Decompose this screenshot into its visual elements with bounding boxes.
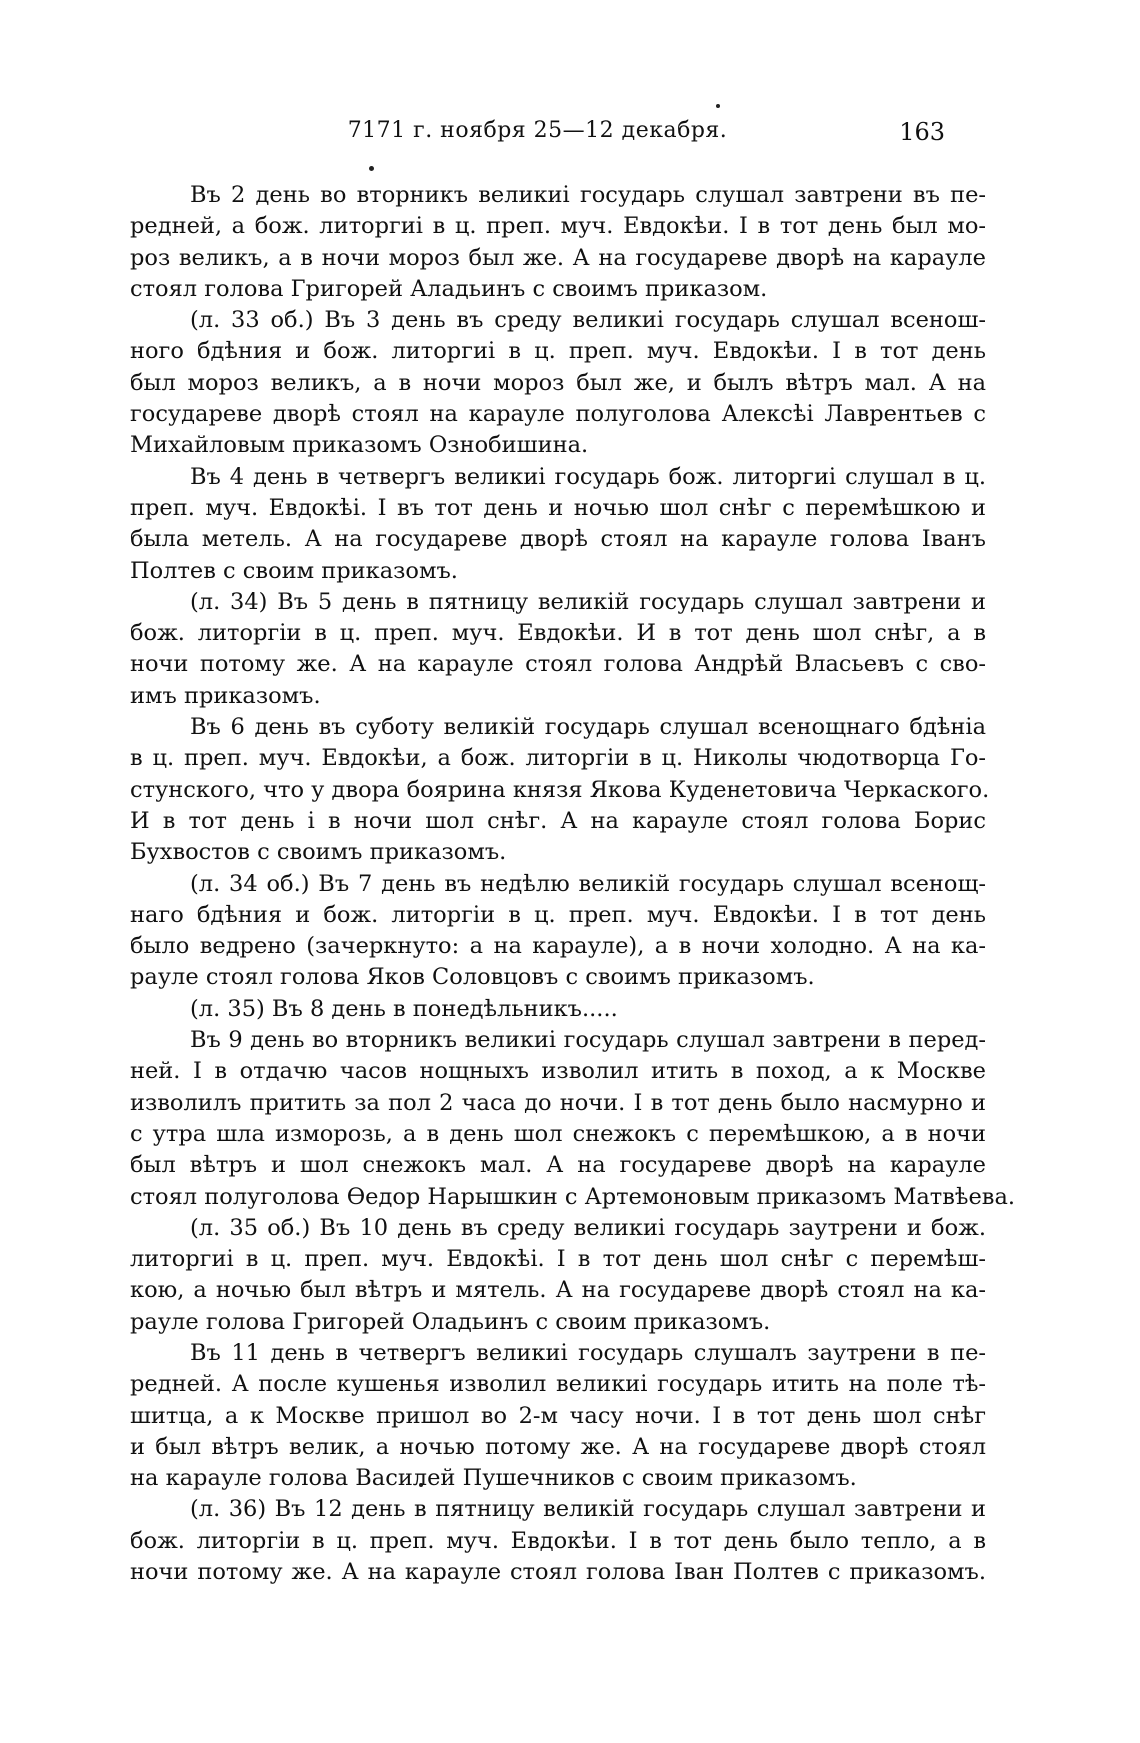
text-line: редней. А после кушенья изволил великиі государь итить на поле тѣ- [130,1371,986,1398]
text-line: Въ 6 день въ суботу великій государь слушал всенощнаго бдѣніа [190,714,986,741]
text-line: Бухвостов с своимъ приказомъ. [130,839,507,866]
text-line: и был вѣтръ велик, а ночью потому же. А на государеве дворѣ стоял [130,1433,986,1460]
text-line: с утра шла изморозь, а в день шол снежокъ с перемѣшкою, а в ночи [130,1120,986,1147]
text-line: был мороз великъ, а в ночи мороз был же, и былъ вѣтръ мал. А на [130,369,986,396]
text-line: Въ 11 день в четвергъ великиі государь слушалъ заутрени в пе- [190,1339,986,1366]
text-line: было ведрено (зачеркнуто: а на карауле), а в ночи холодно. А на ка- [130,933,986,960]
paragraph [130,1494,986,1588]
text-line: Михайловым приказомъ Ознобишина. [130,432,589,459]
text-line: Въ 9 день во вторникъ великиі государь слушал завтрени в перед- [190,1027,986,1054]
text-line: шитца, а к Москве пришол во 2-м часу ночи. І в тот день шол снѣг [130,1402,986,1429]
text-line: стоял голова Григорей Аладьинъ с своимъ приказом. [130,275,768,302]
text-line: в ц. преп. муч. Евдокѣи, а бож. литоргіи в ц. Николы чюдотворца Го- [130,745,986,772]
paragraph [130,180,986,305]
text-line: преп. муч. Евдокѣі. І въ тот день и ночью шол снѣг с перемѣшкою и [130,494,986,521]
text-line: изволилъ притить за пол 2 часа до ночи. І в тот день было насмурно и [130,1089,986,1116]
text-line: ночи потому же. А на карауле стоял голова Андрѣй Власьевъ с сво- [130,651,986,678]
text-line: рауле стоял голова Яков Соловцовъ с своимъ приказомъ. [130,964,815,991]
page-number: 163 [899,118,945,146]
text-line: (л. 36) Въ 12 день в пятницу великій государь слушал завтрени и [190,1496,986,1523]
paragraph [130,1213,986,1338]
text-line: на карауле голова Василей Пушечников с своим приказомъ. [130,1465,857,1492]
paragraph [130,462,986,587]
text-line: литоргиі в ц. преп. муч. Евдокѣі. І в тот день шол снѣг с перемѣш- [130,1246,986,1273]
text-line: (л. 35) Въ 8 день в понедѣльникъ..... [190,995,618,1022]
ink-speck [369,166,374,171]
text-line: (л. 34 об.) Въ 7 день въ недѣлю великій государь слушал всенощ- [190,870,986,897]
body-text [130,180,1016,1588]
page-header [130,118,945,158]
text-line: кою, а ночью был вѣтръ и мятель. А на государеве дворѣ стоял на ка- [130,1277,986,1304]
paragraph [130,869,986,994]
text-line: была метель. А на государеве дворѣ стоял на карауле голова Іванъ [130,526,986,553]
text-line: (л. 35 об.) Въ 10 день въ среду великиі государь заутрени и бож. [190,1214,986,1241]
paragraph [130,994,986,1025]
paragraph [130,305,986,461]
text-line: имъ приказомъ. [130,682,321,709]
paragraph [130,1025,1016,1213]
text-line: бож. литоргіи в ц. преп. муч. Евдокѣи. И в тот день шол снѣг, а в [130,620,986,647]
paragraph [130,712,990,868]
text-line: стунского, что у двора боярина князя Якова Куденетовича Черкаского. [130,776,990,803]
text-line: Полтев с своим приказомъ. [130,557,458,584]
text-line: Въ 4 день в четвергъ великиі государь бож. литоргиі слушал в ц. [190,463,986,490]
text-line: бож. литоргіи в ц. преп. муч. Евдокѣи. І в тот день было тепло, а в [130,1527,986,1554]
text-line: государеве дворѣ стоял на карауле полуголова Алексѣі Лаврентьев с [130,401,986,428]
text-line: наго бдѣния и бож. литоргіи в ц. преп. муч. Евдокѣи. І в тот день [130,901,986,928]
paragraph [130,587,986,712]
text-line: роз великъ, а в ночи мороз был же. А на государеве дворѣ на карауле [130,244,986,271]
text-line: ней. І в отдачю часов нощныхъ изволил итить в поход, а к Москве [130,1058,986,1085]
text-line: Въ 2 день во вторникъ великиі государь слушал завтрени въ пе- [190,182,986,208]
text-line: рауле голова Григорей Оладьинъ с своим приказомъ. [130,1308,771,1335]
running-title: 7171 г. ноября 25—12 декабря. [347,118,728,143]
text-line: (л. 33 об.) Въ 3 день въ среду великиі государь слушал всенош- [190,307,986,334]
text-line: ночи потому же. А на карауле стоял голова Іван Полтев с приказомъ. [130,1559,986,1586]
text-line: ного бдѣния и бож. литоргиі в ц. преп. муч. Евдокѣи. І в тот день [130,338,986,365]
text-line: редней, а бож. литоргиі в ц. преп. муч. Евдокѣи. І в тот день был мо- [130,213,986,240]
paragraph [130,1338,986,1494]
text-line: стоял полуголова Ѳедор Нарышкин с Артемоновым приказомъ Матвѣева. [130,1183,1016,1210]
text-line: (л. 34) Въ 5 день в пятницу великій государь слушал завтрени и [190,588,986,615]
text-line: И в тот день і в ночи шол снѣг. А на карауле стоял голова Борис [130,807,986,834]
ink-speck [716,104,720,108]
text-line: был вѣтръ и шол снежокъ мал. А на государеве дворѣ на карауле [130,1152,986,1179]
